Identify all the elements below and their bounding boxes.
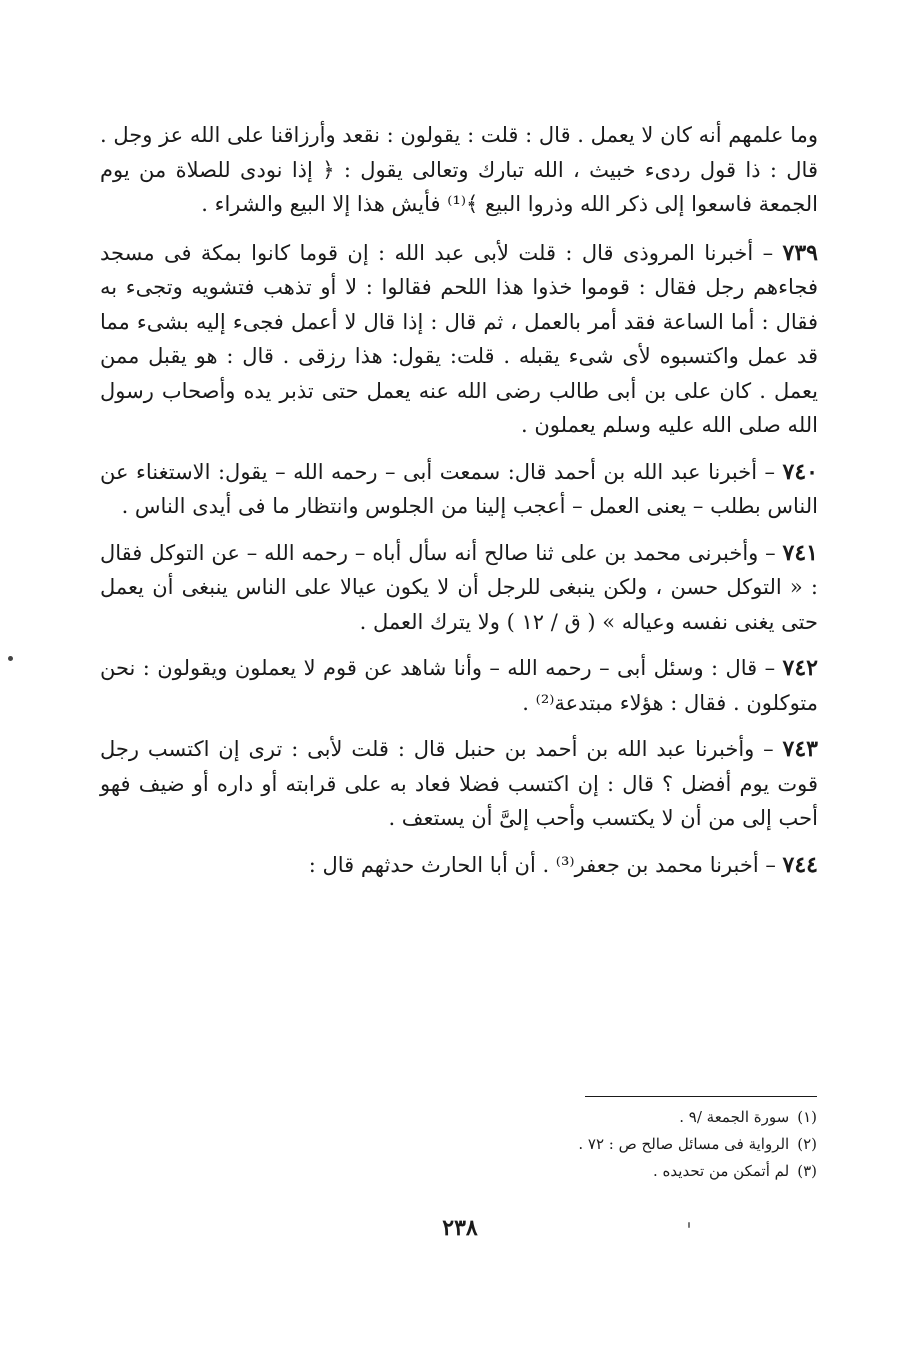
footnote-3 (397, 1158, 817, 1185)
paragraph-739 (100, 236, 818, 443)
paragraph-number: ٧٤١ (782, 539, 818, 566)
paragraph-number: ٧٤٣ (782, 736, 818, 762)
footnote-number: (٣) (797, 1162, 817, 1180)
footnote-number: (١) (797, 1108, 817, 1126)
footnote-text: سورة الجمعة /٩ . (679, 1108, 790, 1126)
footnote-2 (397, 1131, 817, 1158)
paragraph-number: ٧٤٢ (782, 655, 818, 681)
paragraph-741 (100, 536, 818, 640)
paragraph-text: – قال : وسئل أبى – رحمه الله – وأنا شاهد عن قوم لا يعملون ويقولون : نحن متوكلون . فقال : هؤلاء مبتدعة⁽²⁾ . (100, 656, 818, 715)
paragraph-744 (100, 848, 818, 883)
footnote-text: لم أتمكن من تحديده . (653, 1162, 790, 1180)
page-number: ٢٣٨ (442, 1215, 478, 1241)
footnotes (397, 1104, 817, 1185)
paragraph-text: – أخبرنا المروذى قال : قلت لأبى عبد الله : إن قوما كانوا بمكة فى مسجد فجاءهم رجل فقال : قوموا خذوا هذا اللحم فقالوا : لا أو تذهب فتشويه وتجىء به فقال : أما الساعة فقد أمر بالعمل ، ثم قال : إذا قال لا أعمل فجىء إليه بشىء مما قد عمل واكتسبوه لأى شىء يقبله . قلت: يقول: هذا رزقى . قال : هو يقبل ممن يعمل . كان على بن أبى طالب رضى الله عنه يعمل حتى تذبر يده وأصحاب رسول الله صلى الله عليه وسلم يعملون . (100, 240, 818, 437)
paragraph-text: – وأخبرنا عبد الله بن أحمد بن حنبل قال : قلت لأبى : ترى إن اكتسب رجل قوت يوم أفضل ؟ قال : إن اكتسب فضلا فعاد به على قرابته أو داره أو ضيف فهو أحب إلى من أن لا يكتسب وأحب إلىَّ أن يستعف . (100, 737, 818, 830)
paragraph-text: وما علمهم أنه كان لا يعمل . قال : قلت : يقولون : نقعد وأرزاقنا على الله عز وجل . قال : ذا قول ردىء خبيث ، الله تبارك وتعالى يقول : ﴿ إذا نودى للصلاة من يوم الجمعة فاسعوا إلى ذكر الله وذروا البيع ﴾⁽¹⁾ فأيش هذا إلا البيع والشراء . (100, 123, 818, 216)
scan-speck (688, 1222, 690, 1228)
main-text (100, 118, 818, 894)
paragraph-number: ٧٣٩ (782, 239, 818, 266)
footnote-text: الرواية فى مسائل صالح ص : ٧٢ . (578, 1135, 790, 1153)
footnote-1 (397, 1104, 817, 1131)
paragraph-continuation (100, 118, 818, 222)
scan-speck (8, 656, 13, 661)
paragraph-740 (100, 455, 818, 524)
paragraph-742 (100, 651, 818, 720)
paragraph-text: – أخبرنا محمد بن جعفر⁽³⁾ . أن أبا الحارث حدثهم قال : (308, 852, 783, 877)
paragraph-number: ٧٤٠ (782, 458, 818, 485)
paragraph-text: – وأخبرنى محمد بن على ثنا صالح أنه سأل أباه – رحمه الله – عن التوكل فقال : « التوكل حسن ، ولكن ينبغى للرجل أن لا يكون عيالا على الناس ينبغى أن يعمل حتى يغنى نفسه وعياله » ( ق / ١٢ ) ولا يترك العمل . (100, 540, 818, 634)
paragraph-number: ٧٤٤ (782, 851, 818, 878)
paragraph-743 (100, 732, 818, 836)
footnote-number: (٢) (797, 1135, 817, 1153)
footnote-divider (585, 1096, 817, 1097)
paragraph-text: – أخبرنا عبد الله بن أحمد قال: سمعت أبى – رحمه الله – يقول: الاستغناء عن الناس بطلب – يعنى العمل – أعجب إلينا من الجلوس وانتظار ما فى أيدى الناس . (100, 459, 818, 518)
